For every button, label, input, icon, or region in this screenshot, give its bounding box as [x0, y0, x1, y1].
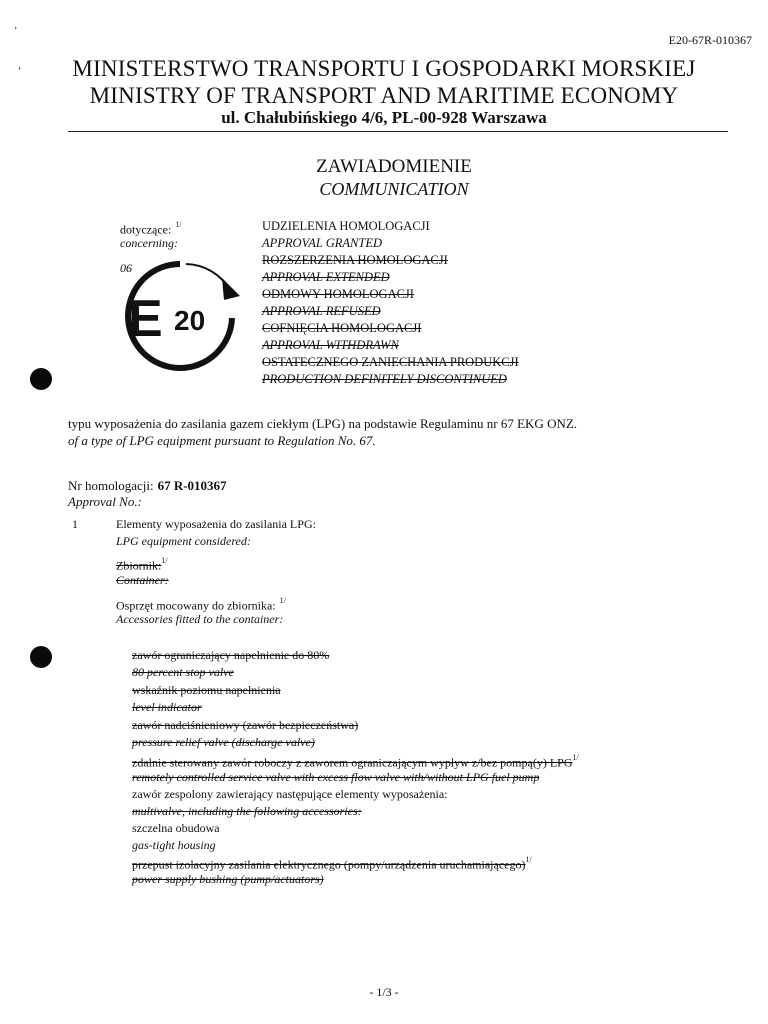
approval-label-en: Approval No.:	[68, 494, 142, 509]
status-extended-pl: ROZSZERZENIA HOMOLOGACJI	[262, 253, 448, 267]
accessory-relief-valve-pl: zawór nadciśnieniowy (zawór bezpieczeństwa)	[132, 718, 359, 732]
ministry-name-pl: MINISTERSTWO TRANSPORTU I GOSPODARKI MORSKIEJ	[72, 56, 696, 81]
punch-hole	[30, 368, 52, 390]
accessory-stop-valve-pl: zawór ograniczający napełnienie do 80%	[132, 648, 330, 662]
ministry-name-en: MINISTRY OF TRANSPORT AND MARITIME ECONOMY	[89, 83, 679, 108]
status-refused-en: APPROVAL REFUSED	[262, 304, 381, 318]
status-granted-pl: UDZIELENIA HOMOLOGACJI	[262, 219, 430, 233]
approval-number: 67 R-010367	[157, 478, 227, 493]
accessory-relief-valve-en: pressure relief valve (discharge valve)	[132, 735, 315, 749]
accessory-bushing-pl: przepust izolacyjny zasilania elektrycznego (pompy/urządzenia uruchamiającego)$^{1/}$	[132, 855, 532, 872]
accessory-service-valve-pl: zdalnie sterowany zawór roboczy z zaworem ograniczającym wypływ z/bez pompą(y) $LPG^{1/}$	[132, 753, 579, 770]
approval-number-line: Nr homologacji: 67 R-010367	[68, 478, 227, 493]
title-pl: ZAWIADOMIENIE	[316, 156, 472, 177]
accessories-heading-en: Accessories fitted to the container:	[116, 612, 284, 626]
section-number: 1	[72, 517, 78, 531]
container-line-pl: Zbiornik:$^{1/}$	[116, 556, 168, 573]
accessory-level-indicator-pl: wskaźnik poziomu napełnienia	[132, 683, 281, 697]
status-granted-en: APPROVAL GRANTED	[262, 236, 383, 250]
concerning-label-en: concerning:	[120, 236, 178, 250]
title-en: COMMUNICATION	[319, 179, 469, 199]
accessory-level-indicator-en: level indicator	[132, 700, 202, 714]
equipment-type-pl: typu wyposażenia do zasilania gazem ciekłym (LPG) na podstawie Regulaminu nr 67 EKG ONZ.	[68, 416, 578, 431]
equipment-type-en: of a type of LPG equipment pursuant to Regulation No. 67.	[68, 433, 376, 448]
concerning-label-pl: dotyczące: $^{1/}$	[120, 220, 182, 237]
ministry-address: ul. Chałubińskiego 4/6, PL-00-928 Warszawa	[221, 108, 547, 127]
accessory-multivalve-en: multivalve, including the following accessories:	[132, 804, 362, 818]
section-heading-pl: Elementy wyposażenia do zasilania LPG:	[116, 517, 316, 531]
accessory-housing-en: gas-tight housing	[132, 838, 216, 852]
status-discontinued-pl: OSTATECZNEGO ZANIECHANIA PRODUKCJI	[262, 355, 519, 369]
status-discontinued-en: PRODUCTION DEFINITELY DISCONTINUED	[262, 372, 507, 386]
status-refused-pl: ODMOWY HOMOLOGACJI	[262, 287, 414, 301]
accessory-multivalve-pl: zawór zespolony zawierający następujące elementy wyposażenia:	[132, 787, 448, 801]
status-extended-en: APPROVAL EXTENDED	[262, 270, 390, 284]
page-number: - 1/3 -	[369, 985, 399, 999]
e20-approval-mark-icon	[114, 260, 244, 372]
accessory-service-valve-en: remotely controlled service valve with excess flow valve with/without LPG fuel pump	[132, 770, 540, 784]
e20-logo-letter: E	[128, 290, 163, 348]
punch-hole	[30, 646, 52, 668]
container-line-en: Container:	[116, 573, 169, 587]
section-heading-en: LPG equipment considered:	[116, 534, 251, 548]
accessories-heading-pl: Osprzęt mocowany do zbiornika: $^{1/}$	[116, 596, 286, 613]
document-id: E20-67R-010367	[668, 33, 752, 47]
accessory-bushing-en: power supply bushing (pump/actuators)	[132, 872, 324, 886]
approval-code: 06	[120, 261, 132, 275]
e20-logo-number: 20	[174, 305, 206, 336]
status-withdrawn-en: APPROVAL WITHDRAWN	[262, 338, 399, 352]
accessory-stop-valve-en: 80 percent stop valve	[132, 665, 234, 679]
header-divider	[68, 131, 728, 132]
accessory-housing-pl: szczelna obudowa	[132, 821, 220, 835]
status-withdrawn-pl: COFNIĘCIA HOMOLOGACJI	[262, 321, 422, 335]
